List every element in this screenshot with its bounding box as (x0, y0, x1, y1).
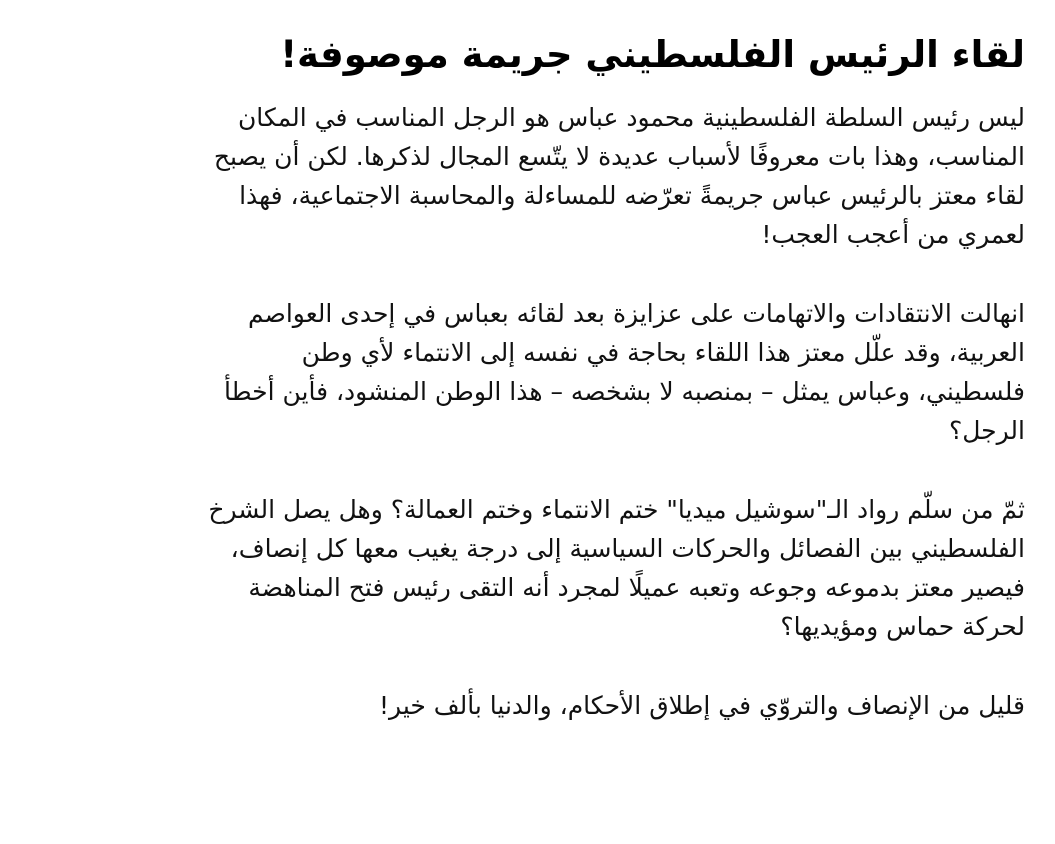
paragraph-line: ليس رئيس السلطة الفلسطينية محمود عباس هو الرجل المناسب في المكان (237, 103, 1025, 132)
paragraph-3 (30, 490, 1025, 646)
paragraph-1 (30, 98, 1025, 254)
paragraph-2 (30, 294, 1025, 450)
paragraph-line: لعمري من أعجب العجب! (761, 220, 1025, 249)
paragraph-line: لقاء معتز بالرئيس عباس جريمةً تعرّضه للمساءلة والمحاسبة الاجتماعية، فهذا (239, 181, 1025, 210)
paragraph-line: العربية، وقد علّل معتز هذا اللقاء بحاجة في نفسه إلى الانتماء لأي وطن (301, 338, 1025, 367)
paragraph-line: ثمّ من سلّم رواد الـ"سوشيل ميديا" ختم الانتماء وختم العمالة؟ وهل يصل الشرخ (208, 495, 1025, 524)
paragraph-line: فلسطيني، وعباس يمثل – بمنصبه لا بشخصه – هذا الوطن المنشود، فأين أخطأ (224, 377, 1025, 406)
paragraph-line: قليل من الإنصاف والتروّي في إطلاق الأحكام، والدنيا بألف خير! (379, 691, 1025, 720)
paragraph-line: انهالت الانتقادات والاتهامات على عزايزة بعد لقائه بعباس في إحدى العواصم (247, 299, 1025, 328)
paragraph-line: لحركة حماس ومؤيديها؟ (780, 612, 1025, 641)
paragraph-4 (30, 686, 1025, 725)
paragraph-line: الرجل؟ (948, 416, 1025, 445)
paragraph-line: الفلسطيني بين الفصائل والحركات السياسية إلى درجة يغيب معها كل إنصاف، (230, 534, 1025, 563)
paragraph-line: المناسب، وهذا بات معروفًا لأسباب عديدة لا يتّسع المجال لذكرها. لكن أن يصبح (213, 142, 1025, 171)
article-title: لقاء الرئيس الفلسطيني جريمة موصوفة! (280, 33, 1025, 76)
paragraph-line: فيصير معتز بدموعه وجوعه وتعبه عميلًا لمجرد أنه التقى رئيس فتح المناهضة (248, 573, 1025, 602)
